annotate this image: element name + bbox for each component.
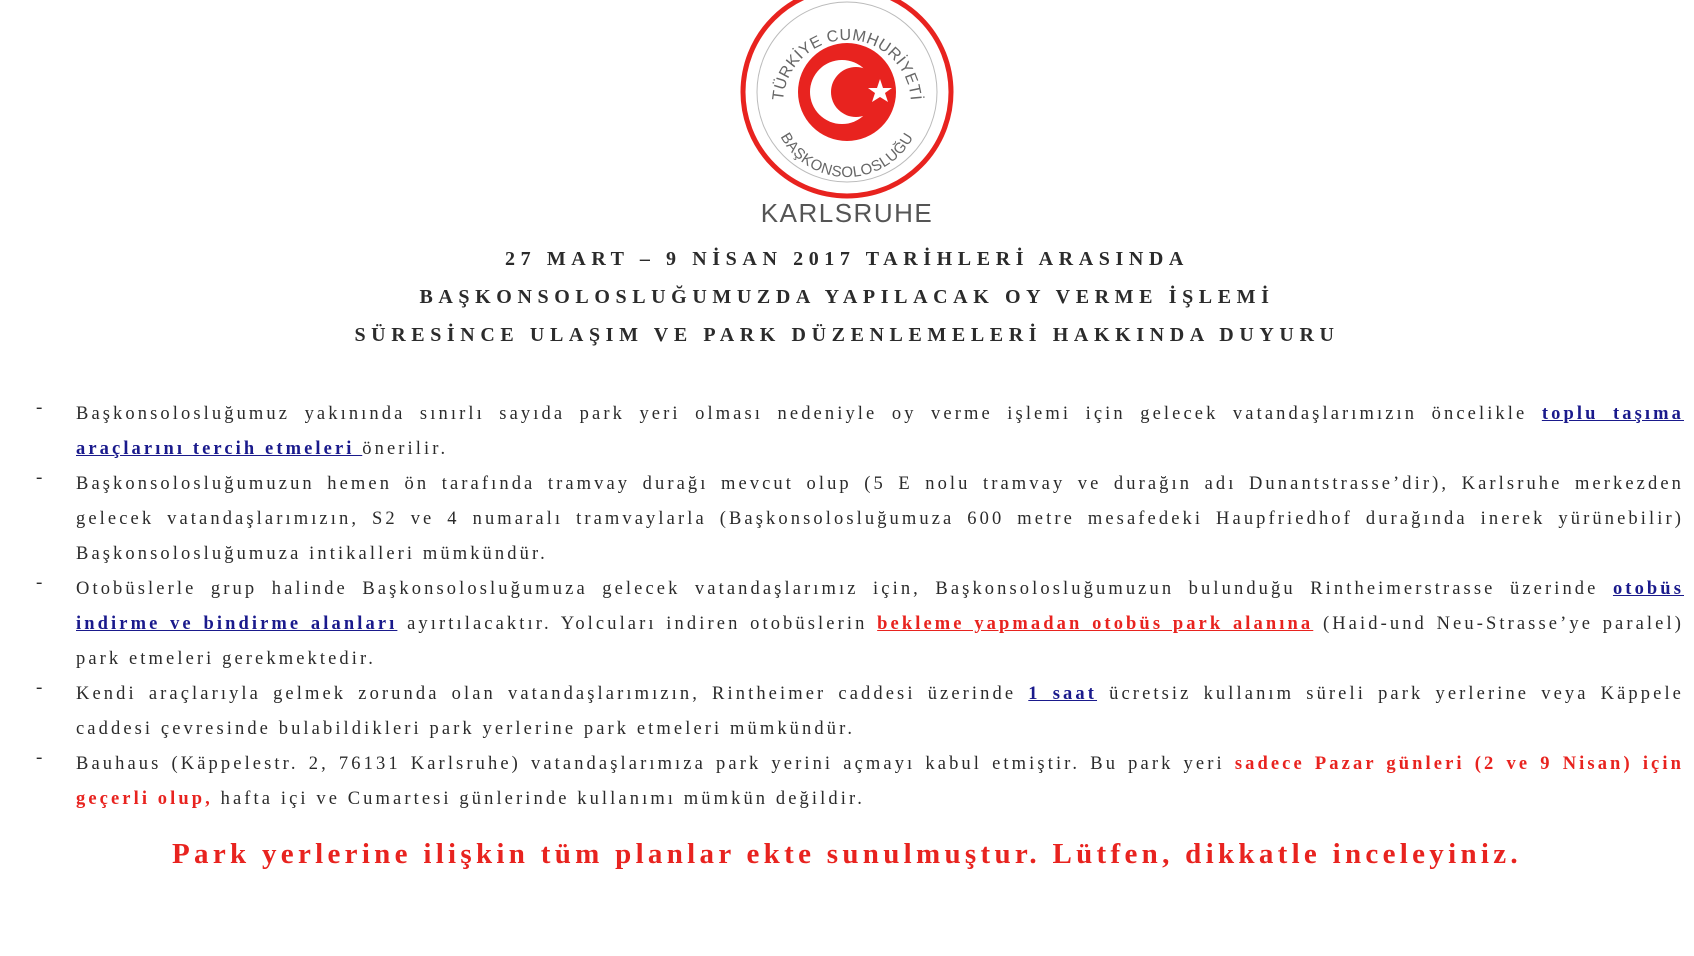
public-transport-link[interactable]: toplu taşıma araçlarını tercih etmeleri bbox=[76, 404, 1684, 459]
list-item-text: Başkonsolosluğumuz yakınında sınırlı sayıda park yeri olması nedeniyle oy verme işlemi için gelecek vatandaşlarımızın öncelikle toplu taşıma araçlarını tercih etmeleri önerilir. bbox=[76, 404, 1684, 459]
list-dash: - bbox=[36, 747, 43, 768]
footer-notice: Park yerlerine ilişkin tüm planlar ekte sunulmuştur. Lütfen, dikkatle inceleyiniz. bbox=[172, 838, 1522, 870]
list-item-text: Başkonsolosluğumuzun hemen ön tarafında tramvay durağı mevcut olup (5 E nolu tramvay ve durağın adı Dunantstrasse’dir), Karlsruhe merkezden gelecek vatandaşlarımızın, S2 ve 4 numaralı tramvaylarla (Başkonsolosluğumuza 600 metre mesafedeki Haupfriedhof durağında inerek yürünebilir) Başkonsolosluğumuza intikalleri mümkündür. bbox=[76, 474, 1684, 564]
announcement-title-line-1: 27 MART – 9 NİSAN 2017 TARİHLERİ ARASINDA bbox=[505, 248, 1189, 270]
bus-drop-off-areas-link[interactable]: otobüs indirme ve bindirme alanları bbox=[76, 579, 1684, 634]
sunday-only-notice: sadece Pazar günleri (2 ve 9 Nisan) için geçerli olup, bbox=[76, 754, 1685, 809]
announcement-title-line-2: BAŞKONSOLOSLUĞUMUZDA YAPILACAK OY VERME İŞLEMİ bbox=[419, 286, 1275, 308]
list-item-text: Bauhaus (Käppelestr. 2, 76131 Karlsruhe) vatandaşlarımıza park yerini açmayı kabul etmiştir. Bu park yeri sadece Pazar günleri (2 ve 9 Nisan) için geçerli olup, hafta içi ve Cumartesi günlerinde kullanımı mümkün değildir. bbox=[76, 754, 1685, 809]
one-hour-link[interactable]: 1 saat bbox=[1028, 684, 1098, 704]
list-item-text: Otobüslerle grup halinde Başkonsolosluğumuza gelecek vatandaşlarımız için, Başkonsolosluğumuzun bulunduğu Rintheimerstrasse üzerinde otobüs indirme ve bindirme alanları ayırtılacaktır. Yolcuları indiren otobüslerin bekleme yapmadan otobüs park alanına (Haid-und Neu-Strasse’ye paralel) park etmeleri gerekmektedir. bbox=[76, 579, 1684, 669]
announcement-title-line-3: SÜRESİNCE ULAŞIM VE PARK DÜZENLEMELERİ HAKKINDA DUYURU bbox=[354, 324, 1340, 346]
seal-arc-text-bottom: BAŞKONSOLOSLUĞU bbox=[776, 129, 918, 182]
list-dash: - bbox=[36, 467, 43, 488]
bus-parking-area-link[interactable]: bekleme yapmadan otobüs park alanına bbox=[877, 614, 1314, 634]
seal-arc-text-top: TÜRKİYE CUMHURİYETİ bbox=[769, 26, 924, 102]
consulate-city-name: KARLSRUHE bbox=[760, 198, 934, 228]
list-dash: - bbox=[36, 677, 43, 698]
list-dash: - bbox=[36, 397, 43, 418]
crescent-icon bbox=[810, 60, 874, 124]
consulate-seal-logo bbox=[728, 0, 966, 200]
seal-graphic bbox=[728, 0, 966, 200]
list-item-text: Kendi araçlarıyla gelmek zorunda olan vatandaşlarımızın, Rintheimer caddesi üzerinde 1 saat ücretsiz kullanım süreli park yerlerine veya Käppele caddesi çevresinde bulabildikleri park yerlerine park etmeleri mümkündür. bbox=[76, 684, 1684, 739]
list-dash: - bbox=[36, 572, 43, 593]
